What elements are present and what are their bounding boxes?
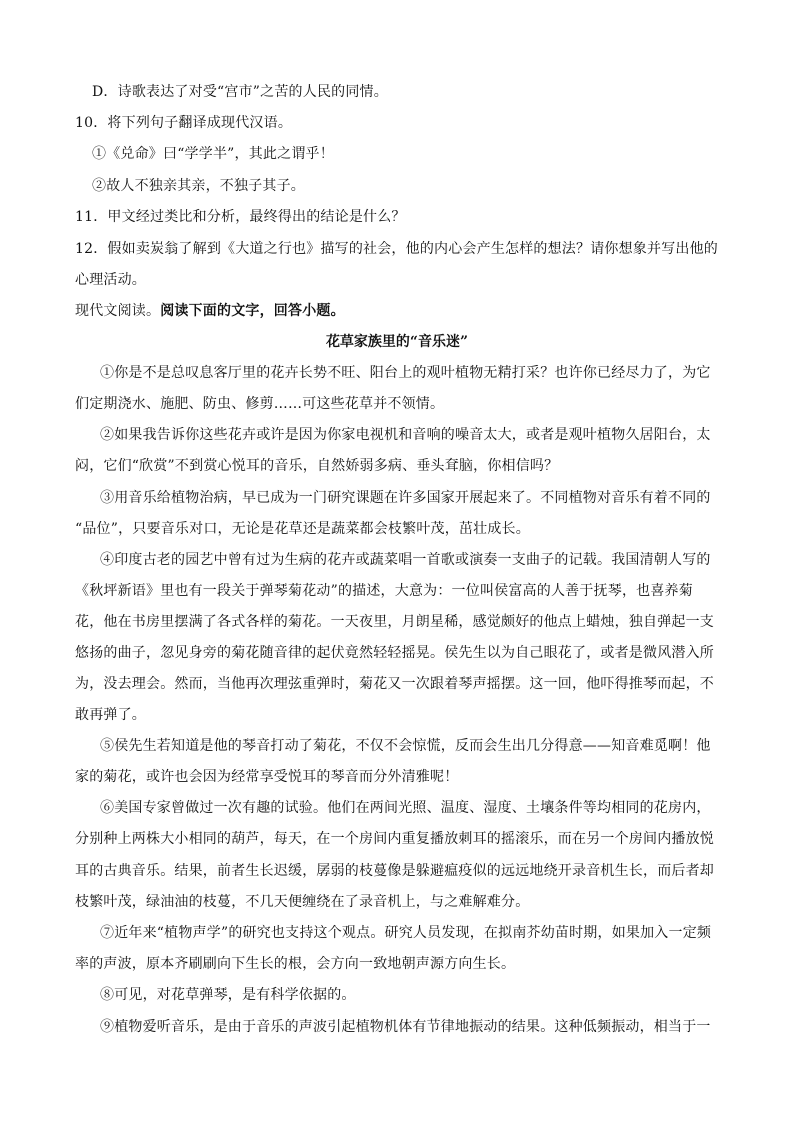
- article-line: ⑥美国专家曾做过一次有趣的试验。他们在两间光照、温度、湿度、土壤条件等均相同的花房内，: [100, 800, 711, 816]
- question-9-option-d: D．诗歌表达了对受“宫市”之苦的人民的同情。: [92, 84, 388, 100]
- article-line: 们定期浇水、施肥、防虫、修剪……可这些花草并不领情。: [75, 396, 445, 412]
- article-line: ⑦近年来“植物声学”的研究也支持这个观点。研究人员发现，在拟南芥幼苗时期，如果加入一定频: [100, 925, 712, 941]
- article-line: 《秋坪新语》里也有一段关于弹琴菊花动”的描述，大意为：一位叫侯富高的人善于抚琴，也喜养菊: [75, 583, 693, 599]
- article-line: 悠扬的曲子，忽见身旁的菊花随音律的起伏竟然轻轻摇晃。侯先生以为自己眼花了，或者是微风潜入所: [75, 645, 714, 661]
- question-12-line-2: 心理活动。: [75, 272, 146, 288]
- article-line: ⑨植物爱听音乐，是由于音乐的声波引起植物机体有节律地振动的结果。这种低频振动，相当于一: [100, 1019, 711, 1035]
- article-line: 敢再弹了。: [75, 707, 146, 723]
- article-line: 枝繁叶茂，绿油油的枝蔓，不几天便缠绕在了录音机上，与之难解难分。: [75, 894, 530, 910]
- question-10: 10．将下列句子翻译成现代汉语。: [75, 115, 293, 131]
- article-title: 花草家族里的“音乐迷”: [325, 334, 469, 350]
- article-line: 家的菊花，或许也会因为经常享受悦耳的琴音而分外清雅呢！: [75, 769, 459, 785]
- article-line: ⑤侯先生若知道是他的琴音打动了菊花，不仅不会惊慌，反而会生出几分得意——知音难觅啊！他: [100, 738, 711, 754]
- article-line: ⑧可见，对花草弹琴，是有科学依据的。: [100, 987, 356, 1003]
- question-10-item-2: ②故人不独亲其亲，不独子其子。: [92, 178, 305, 194]
- article-line: 为，没去理会。然而，当他再次理弦重弹时，菊花又一次跟着琴声摇摆。这一回，他吓得推琴而起，不: [75, 676, 714, 692]
- question-10-item-1: ①《兑命》曰“学学半”，其此之谓乎！: [92, 146, 334, 162]
- article-line: 耳的古典音乐。结果，前者生长迟缓，孱弱的枝蔓像是躲避瘟疫似的远远地绕开录音机生长，而后者却: [75, 863, 714, 879]
- article-line: 分别种上两株大小相同的葫芦，每天，在一个房间内重复播放刺耳的摇滚乐，而在另一个房间内播放悦: [75, 831, 714, 847]
- section-intro-instruction: 阅读下面的文字，回答小题。: [160, 303, 345, 319]
- article-line: ①你是不是总叹息客厅里的花卉长势不旺、阳台上的观叶植物无精打采？也许你已经尽力了，为它: [100, 365, 711, 381]
- article-line: 闷，它们“欣赏”不到赏心悦耳的音乐，自然娇弱多病、垂头耷脑，你相信吗？: [75, 458, 559, 474]
- section-intro-prefix: 现代文阅读。: [75, 303, 161, 319]
- article-line: “品位”，只要音乐对口，无论是花草还是蔬菜都会枝繁叶茂，茁壮成长。: [75, 521, 530, 537]
- article-line: ③用音乐给植物治病，早已成为一门研究课题在许多国家开展起来了。不同植物对音乐有着不同的: [100, 490, 711, 506]
- question-12-line-1: 12．假如卖炭翁了解到《大道之行也》描写的社会，他的内心会产生怎样的想法？请你想象并写出他的: [75, 241, 719, 257]
- article-line: ④印度古老的园艺中曾有过为生病的花卉或蔬菜唱一首歌或演奏一支曲子的记载。我国清朝人写的: [100, 552, 711, 568]
- article-line: ②如果我告诉你这些花卉或许是因为你家电视机和音响的噪音太大，或者是观叶植物久居阳台，太: [100, 427, 711, 443]
- section-intro: [75, 302, 345, 320]
- question-11: 11．甲文经过类比和分析，最终得出的结论是什么？: [75, 209, 406, 225]
- article-line: 花，他在书房里摆满了各式各样的菊花。一天夜里，月朗星稀，感觉颇好的他点上蜡烛，独自弹起一支: [75, 614, 714, 630]
- article-line: 率的声波，原本齐刷刷向下生长的根，会方向一致地朝声源方向生长。: [75, 956, 516, 972]
